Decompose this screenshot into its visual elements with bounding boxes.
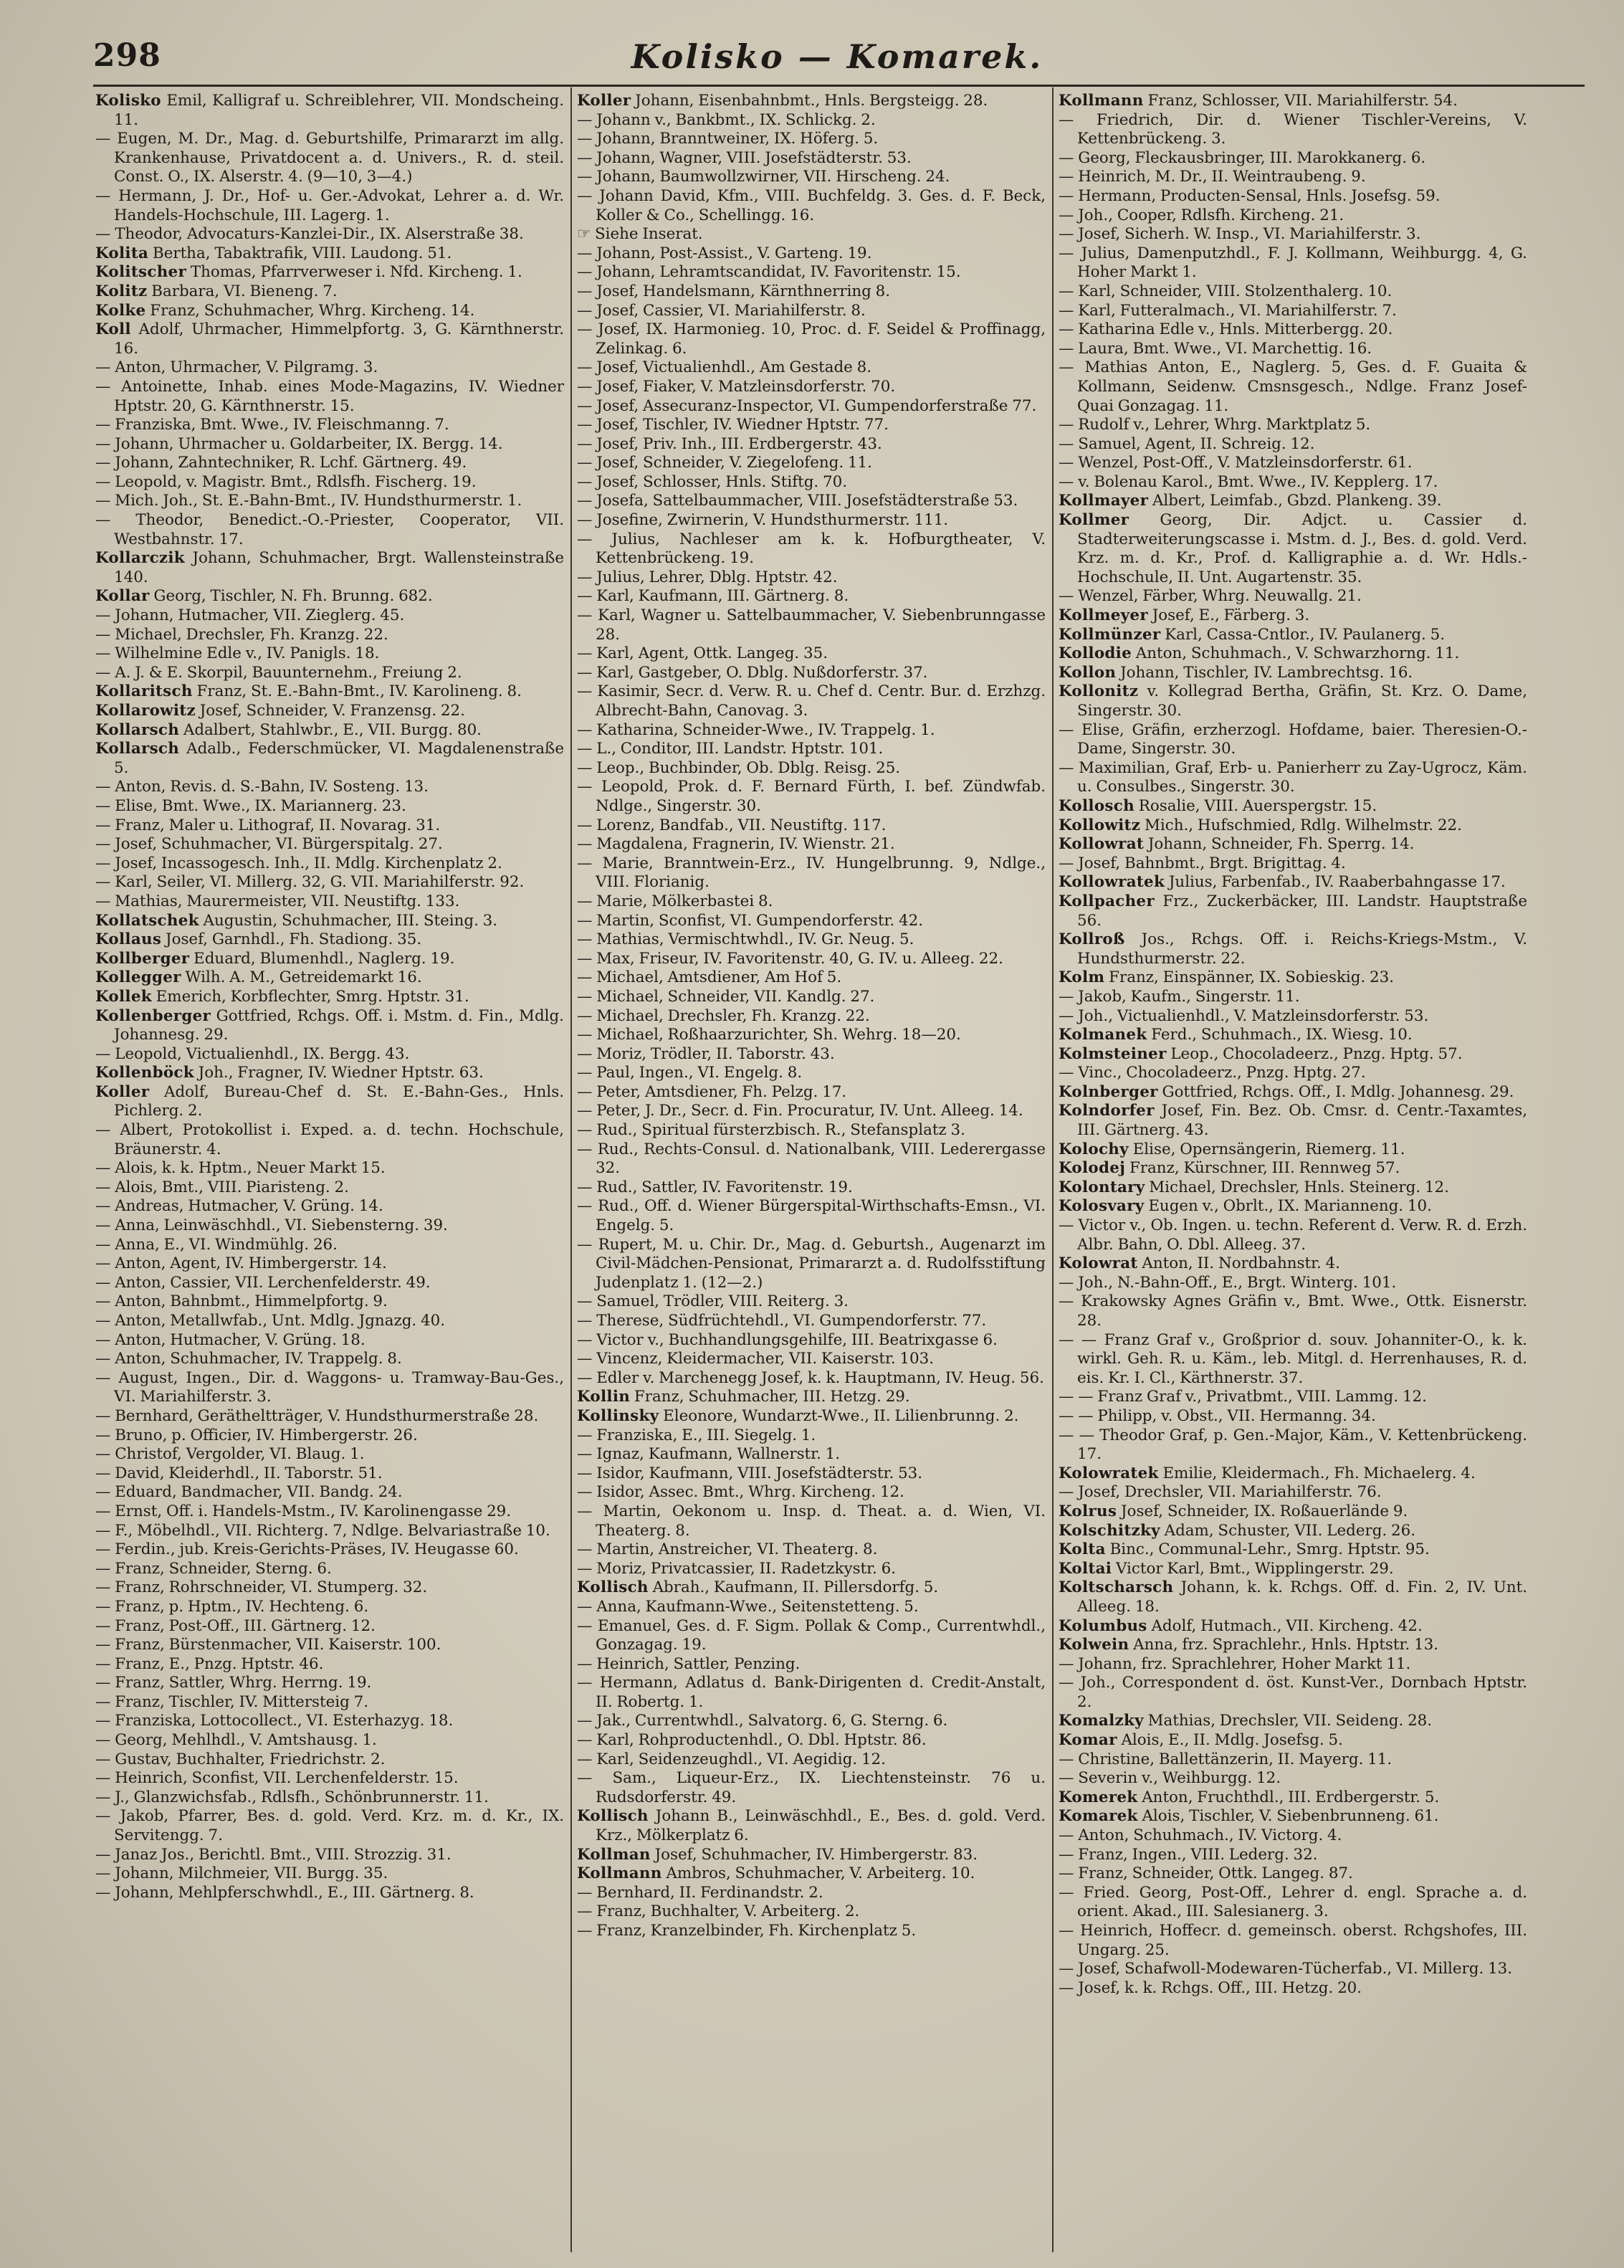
directory-entry: — Johann, Post-Assist., V. Garteng. 19. <box>577 244 872 262</box>
directory-entry: — Mathias, Maurermeister, VII. Neustiftg. 133. <box>95 892 460 910</box>
directory-entry: — Johann, Mehlpferschwhdl., E., III. Gärtnerg. 8. <box>95 1883 474 1902</box>
directory-entry: — Theodor, Advocaturs-Kanzlei-Dir., IX. Alserstraße 38. <box>95 225 524 244</box>
directory-entry: — Heinrich, M. Dr., II. Weintraubeng. 9. <box>1059 168 1366 186</box>
directory-entry: — Johann, Zahntechniker, R. Lchf. Gärtnerg. 49. <box>95 454 467 472</box>
column-divider <box>570 87 572 2252</box>
directory-entry: — Georg, Fleckausbringer, III. Marokkanerg. 6. <box>1059 148 1426 167</box>
directory-entry: — Johann v., Bankbmt., IX. Schlickg. 2. <box>577 110 876 129</box>
directory-entry: Kolita Bertha, Tabaktrafik, VIII. Laudong. 51. <box>95 244 452 262</box>
directory-entry: Kollisch Johann B., Leinwäschhdl., E., Bes. d. gold. Verd. Krz., Mölkerplatz 6. <box>577 1807 1046 1845</box>
directory-entry: — Julius, Nachleser am k. k. Hofburgtheater, V. Kettenbrückeng. 19. <box>577 530 1046 568</box>
directory-entry: — A. J. & E. Skorpil, Bauunternehm., Freiung 2. <box>95 663 462 682</box>
directory-entry: — Franziska, Lottocollect., VI. Esterhazyg. 18. <box>95 1712 454 1730</box>
directory-entry: Kolschitzky Adam, Schuster, VII. Lederg. 26. <box>1059 1521 1416 1540</box>
directory-entry: — Bernhard, Gerätheltträger, V. Hundsthurmerstraße 28. <box>95 1406 539 1425</box>
directory-entry: Kolumbus Adolf, Hutmach., VII. Kircheng. 42. <box>1059 1616 1423 1635</box>
directory-entry: — Johann, Hutmacher, VII. Zieglerg. 45. <box>95 606 405 625</box>
directory-entry: — Janaz Jos., Berichtl. Bmt., VIII. Strozzig. 31. <box>95 1845 452 1864</box>
directory-entry: — Krakowsky Agnes Gräfin v., Bmt. Wwe., Ottk. Eisnerstr. 28. <box>1059 1292 1527 1330</box>
directory-entry: Kolosvary Eugen v., Obrlt., IX. Marianneng. 10. <box>1059 1197 1432 1216</box>
directory-entry: — Franz, p. Hptm., IV. Hechteng. 6. <box>95 1597 369 1616</box>
directory-entry: — — Philipp, v. Obst., VII. Hermanng. 34. <box>1059 1406 1376 1425</box>
directory-entry: — Emanuel, Ges. d. F. Sigm. Pollak & Comp., Currentwhdl., Gonzagag. 19. <box>577 1616 1046 1654</box>
directory-entry: — Franz, Schneider, Ottk. Langeg. 87. <box>1059 1864 1353 1883</box>
directory-entry: — Josef, Fiaker, V. Matzleinsdorferstr. 70. <box>577 377 896 396</box>
directory-entry: — Josef, Bahnbmt., Brgt. Brigittag. 4. <box>1059 854 1346 872</box>
directory-entry: Kollisch Abrah., Kaufmann, II. Pillersdorfg. 5. <box>577 1578 939 1597</box>
directory-entry: — Karl, Rohproductenhdl., O. Dbl. Hptstr. 86. <box>577 1731 927 1750</box>
directory-entry: Kollarczik Johann, Schuhmacher, Brgt. Wallensteinstraße 140. <box>95 549 564 586</box>
directory-entry: Kolitscher Thomas, Pfarrverweser i. Nfd. Kircheng. 1. <box>95 263 522 282</box>
directory-entry: — Karl, Agent, Ottk. Langeg. 35. <box>577 644 828 663</box>
directory-entry: Kollarsch Adalbert, Stahlwbr., E., VII. Burgg. 80. <box>95 720 482 739</box>
directory-entry: — Ernst, Off. i. Handels-Mstm., IV. Karolinengasse 29. <box>95 1502 512 1520</box>
directory-entry: Kollowrat Johann, Schneider, Fh. Sperrg. 14. <box>1059 835 1415 854</box>
directory-entry: — Josef, Schneider, V. Ziegelofeng. 11. <box>577 454 872 472</box>
directory-entry: Kollmer Georg, Dir. Adjct. u. Cassier d. Stadterweiterungscasse i. Mstm. d. J., Bes. d. gold. Verd. Krz. m. d. Kr., Prof. d. Kalligraphie a. d. Wr. Hdls.-Hochschule, II. Unt. Augartenstr. 35. <box>1059 511 1527 586</box>
directory-entry: — Leopold, Victualienhdl., IX. Bergg. 43. <box>95 1044 410 1063</box>
directory-entry: — Johann, Branntweiner, IX. Höferg. 5. <box>577 130 879 148</box>
directory-entry: Kollenberger Gottfried, Rchgs. Off. i. Mstm. d. Fin., Mdlg. Johannesg. 29. <box>95 1006 564 1044</box>
directory-entry: — Karl, Seidenzeughdl., VI. Aegidig. 12. <box>577 1750 886 1768</box>
directory-entry: Kollinsky Eleonore, Wundarzt-Wwe., II. Lilienbrunng. 2. <box>577 1406 1019 1425</box>
directory-entry: Kolm Franz, Einspänner, IX. Sobieskig. 23. <box>1059 968 1395 987</box>
directory-entry: — Josefa, Sattelbaummacher, VIII. Josefstädterstraße 53. <box>577 492 1018 510</box>
directory-entry: — Moriz, Trödler, II. Taborstr. 43. <box>577 1044 835 1063</box>
directory-entry: — Martin, Oekonom u. Insp. d. Theat. a. d. Wien, VI. Theaterg. 8. <box>577 1502 1046 1540</box>
directory-entry: — Anton, Revis. d. S.-Bahn, IV. Sosteng. 13. <box>95 778 429 796</box>
directory-entry: — — Franz Graf v., Privatbmt., VIII. Lammg. 12. <box>1059 1388 1427 1406</box>
directory-entry: — Johann David, Kfm., VIII. Buchfeldg. 3. Ges. d. F. Beck, Koller & Co., Schellingg. 16. <box>577 186 1046 224</box>
directory-entry: — Moriz, Privatcassier, II. Radetzkystr. 6. <box>577 1559 897 1578</box>
page-number: 298 <box>93 37 161 74</box>
directory-entry: — Christof, Vergolder, VI. Blaug. 1. <box>95 1445 365 1464</box>
directory-entry: Koltai Victor Karl, Bmt., Wipplingerstr. 29. <box>1059 1559 1394 1578</box>
directory-entry: — Joh., Victualienhdl., V. Matzleinsdorferstr. 53. <box>1059 1006 1429 1025</box>
directory-entry: — Elise, Gräfin, erzherzogl. Hofdame, baier. Theresien-O.-Dame, Singerstr. 30. <box>1059 720 1527 758</box>
directory-entry: — Wilhelmine Edle v., IV. Panigls. 18. <box>95 644 380 663</box>
directory-entry: — Heinrich, Sattler, Penzing. <box>577 1654 801 1673</box>
column-divider <box>1052 87 1054 2252</box>
directory-entry: Kollosch Rosalie, VIII. Auerspergstr. 15. <box>1059 796 1377 815</box>
directory-entry: Koller Adolf, Bureau-Chef d. St. E.-Bahn-Ges., Hnls. Pichlerg. 2. <box>95 1082 564 1120</box>
directory-entry: — Franz, Tischler, IV. Mittersteig 7. <box>95 1692 369 1711</box>
directory-entry: — Josef, IX. Harmonieg. 10, Proc. d. F. Seidel & Proffinagg, Zelinkag. 6. <box>577 320 1046 358</box>
directory-entry: — Johann, Milchmeier, VII. Burgg. 35. <box>95 1864 388 1883</box>
directory-entry: — Josef, Schafwoll-Modewaren-Tücherfab., VI. Millerg. 13. <box>1059 1960 1513 1978</box>
directory-entry: — Karl, Gastgeber, O. Dblg. Nußdorferstr. 37. <box>577 663 928 682</box>
directory-entry: Koltscharsch Johann, k. k. Rchgs. Off. d. Fin. 2, IV. Unt. Alleeg. 18. <box>1059 1578 1527 1616</box>
directory-entry: — Josef, Victualienhdl., Am Gestade 8. <box>577 358 872 377</box>
directory-entry: Kollroß Jos., Rchgs. Off. i. Reichs-Kriegs-Mstm., V. Hundsthurmerstr. 22. <box>1059 930 1527 968</box>
directory-entry: — Heinrich, Sconfist, VII. Lerchenfelderstr. 15. <box>95 1769 459 1788</box>
directory-entry: — Michael, Roßhaarzurichter, Sh. Wehrg. 18—20. <box>577 1026 961 1044</box>
directory-entry: — Anna, Kaufmann-Wwe., Seitenstetteng. 5. <box>577 1597 919 1616</box>
directory-entry: — Rud., Rechts-Consul. d. Nationalbank, VIII. Lederergasse 32. <box>577 1140 1046 1178</box>
directory-entry: — Franz, Maler u. Lithograf, II. Novarag. 31. <box>95 816 441 834</box>
directory-entry: — Alois, Bmt., VIII. Piaristeng. 2. <box>95 1178 349 1196</box>
directory-entry: — Rupert, M. u. Chir. Dr., Mag. d. Geburtsh., Augenarzt im Civil-Mädchen-Pensionat, Primararzt a. d. Rudolfsstiftung Judenplatz 1. (12—2.) <box>577 1235 1046 1292</box>
directory-entry: Kollowitz Mich., Hufschmied, Rdlg. Wilhelmstr. 22. <box>1059 816 1462 834</box>
directory-entry: — Wenzel, Färber, Whrg. Neuwallg. 21. <box>1059 587 1362 606</box>
directory-column-1 <box>95 92 564 2249</box>
directory-entry: — Mathias, Vermischtwhdl., IV. Gr. Neug. 5. <box>577 930 914 949</box>
directory-entry: — Joh., Cooper, Rdlsfh. Kircheng. 21. <box>1059 206 1344 224</box>
directory-column-3 <box>1059 92 1527 2249</box>
directory-entry: Kolochy Elise, Opernsängerin, Riemerg. 11. <box>1059 1140 1405 1158</box>
directory-entry: Kollowratek Julius, Farbenfab., IV. Raaberbahngasse 17. <box>1059 873 1506 892</box>
directory-entry: — Georg, Mehlhdl., V. Amtshausg. 1. <box>95 1731 377 1750</box>
directory-entry: — Joh., Correspondent d. öst. Kunst-Ver., Dornbach Hptstr. 2. <box>1059 1674 1527 1711</box>
directory-entry: — Max, Friseur, IV. Favoritenstr. 40, G. IV. u. Alleeg. 22. <box>577 949 1003 968</box>
directory-entry: — Anna, E., VI. Windmühlg. 26. <box>95 1235 338 1254</box>
directory-entry: — Vincenz, Kleidermacher, VII. Kaiserstr. 103. <box>577 1350 935 1368</box>
directory-entry: Kollonitz v. Kollegrad Bertha, Gräfin, St. Krz. O. Dame, Singerstr. 30. <box>1059 682 1527 720</box>
directory-entry: — Ignaz, Kaufmann, Wallnerstr. 1. <box>577 1445 841 1464</box>
directory-entry: Kolke Franz, Schuhmacher, Whrg. Kircheng. 14. <box>95 301 475 320</box>
directory-entry: Kolodej Franz, Kürschner, III. Rennweg 57. <box>1059 1159 1400 1178</box>
directory-entry: Kollmeyer Josef, E., Färberg. 3. <box>1059 606 1310 625</box>
directory-entry: — Antoinette, Inhab. eines Mode-Magazins, IV. Wiedner Hptstr. 20, G. Kärnthnerstr. 15. <box>95 377 564 415</box>
directory-entry: — Alois, k. k. Hptm., Neuer Markt 15. <box>95 1159 386 1178</box>
directory-entry: — Victor v., Buchhandlungsgehilfe, III. Beatrixgasse 6. <box>577 1330 998 1349</box>
directory-entry: — Anton, Hutmacher, V. Grüng. 18. <box>95 1330 366 1349</box>
directory-entry: — Magdalena, Fragnerin, IV. Wienstr. 21. <box>577 835 895 854</box>
directory-entry: Kollman Josef, Schuhmacher, IV. Himbergerstr. 83. <box>577 1845 978 1864</box>
directory-entry: — Julius, Lehrer, Dblg. Hptstr. 42. <box>577 568 838 586</box>
directory-entry: — Paul, Ingen., VI. Engelg. 8. <box>577 1064 803 1082</box>
directory-entry: Kollar Georg, Tischler, N. Fh. Brunng. 682. <box>95 587 433 606</box>
directory-entry: Kollon Johann, Tischler, IV. Lambrechtsg. 16. <box>1059 663 1413 682</box>
directory-entry: — Franz, Sattler, Whrg. Herrng. 19. <box>95 1674 372 1692</box>
directory-entry: — Josefine, Zwirnerin, V. Hundsthurmerstr. 111. <box>577 511 949 530</box>
directory-entry: — F., Möbelhdl., VII. Richterg. 7, Ndlge. Belvariastraße 10. <box>95 1521 550 1540</box>
directory-entry: — Anton, Schuhmach., IV. Victorg. 4. <box>1059 1826 1342 1845</box>
directory-entry: — Gustav, Buchhalter, Friedrichstr. 2. <box>95 1750 386 1768</box>
directory-entry: — Rud., Spiritual fürsterzbisch. R., Stefansplatz 3. <box>577 1121 965 1140</box>
directory-entry: Kollarowitz Josef, Schneider, V. Franzensg. 22. <box>95 702 465 720</box>
directory-entry: — Edler v. Marchenegg Josef, k. k. Hauptmann, IV. Heug. 56. <box>577 1368 1044 1387</box>
header-rule <box>93 85 1585 87</box>
directory-entry: — Josef, Cassier, VI. Mariahilferstr. 8. <box>577 301 866 320</box>
directory-entry: — J., Glanzwichsfab., Rdlsfh., Schönbrunnerstr. 11. <box>95 1788 489 1806</box>
page-title: Kolisko — Komarek. <box>631 37 1043 76</box>
directory-entry: — v. Bolenau Karol., Bmt. Wwe., IV. Kepplerg. 17. <box>1059 472 1438 491</box>
directory-entry: — Franz, Ingen., VIII. Lederg. 32. <box>1059 1845 1318 1864</box>
directory-entry: — Peter, Amtsdiener, Fh. Pelzg. 17. <box>577 1082 847 1101</box>
directory-entry: — Andreas, Hutmacher, V. Grüng. 14. <box>95 1197 383 1216</box>
directory-entry: — Victor v., Ob. Ingen. u. techn. Referent d. Verw. R. d. Erzh. Albr. Bahn, O. Dbl. Alleeg. 37. <box>1059 1216 1527 1254</box>
directory-entry: — Maximilian, Graf, Erb- u. Panierherr zu Zay-Ugrocz, Käm. u. Consulbes., Singerstr. 30. <box>1059 758 1527 796</box>
directory-entry: — Josef, Priv. Inh., III. Erdbergerstr. 43. <box>577 434 882 453</box>
directory-entry: — Franz, Bürstenmacher, VII. Kaiserstr. 100. <box>95 1636 441 1654</box>
directory-entry: — L., Conditor, III. Landstr. Hptstr. 101. <box>577 740 884 758</box>
directory-entry: Kolwein Anna, frz. Sprachlehr., Hnls. Hptstr. 13. <box>1059 1636 1438 1654</box>
directory-entry: — Franziska, E., III. Siegelg. 1. <box>577 1426 816 1444</box>
directory-entry: — Vinc., Chocoladeerz., Pnzg. Hptg. 27. <box>1059 1064 1366 1082</box>
directory-entry: — Josef, Sicherh. W. Insp., VI. Mariahilferstr. 3. <box>1059 225 1421 244</box>
directory-entry: — Samuel, Trödler, VIII. Reiterg. 3. <box>577 1292 849 1311</box>
directory-entry: — Isidor, Kaufmann, VIII. Josefstädterstr. 53. <box>577 1464 923 1482</box>
directory-entry: Kolontary Michael, Drechsler, Hnls. Steinerg. 12. <box>1059 1178 1449 1196</box>
directory-entry: — Jakob, Pfarrer, Bes. d. gold. Verd. Krz. m. d. Kr., IX. Servitengg. 7. <box>95 1807 564 1845</box>
directory-entry: — Franz, Schneider, Sterng. 6. <box>95 1559 332 1578</box>
directory-entry: — — Franz Graf v., Großprior d. souv. Johanniter-O., k. k. wirkl. Geh. R. u. Käm., leb. Mitgl. d. Herrenhauses, R. d. eis. Kr. I. Cl., Kärthnerstr. 37. <box>1059 1330 1527 1387</box>
directory-entry: — Eduard, Bandmacher, VII. Bandg. 24. <box>95 1483 403 1502</box>
directory-entry: Kolnberger Gottfried, Rchgs. Off., I. Mdlg. Johannesg. 29. <box>1059 1082 1514 1101</box>
directory-entry: — Ferdin., jub. Kreis-Gerichts-Präses, IV. Heugasse 60. <box>95 1540 519 1559</box>
directory-entry: Komar Alois, E., II. Mdlg. Josefsg. 5. <box>1059 1731 1343 1750</box>
directory-entry: — Josef, Handelsmann, Kärnthnerring 8. <box>577 282 891 300</box>
directory-entry: — Lorenz, Bandfab., VII. Neustiftg. 117. <box>577 816 887 834</box>
directory-entry: — Hermann, J. Dr., Hof- u. Ger.-Advokat, Lehrer a. d. Wr. Handels-Hochschule, III. Lagerg. 1. <box>95 186 564 224</box>
directory-entry: — Bernhard, II. Ferdinandstr. 2. <box>577 1883 823 1902</box>
directory-entry: Kollin Franz, Schuhmacher, III. Hetzg. 29. <box>577 1388 910 1406</box>
directory-entry: — Michael, Drechsler, Fh. Kranzg. 22. <box>577 1006 870 1025</box>
directory-entry: — Franziska, Bmt. Wwe., IV. Fleischmanng. 7. <box>95 416 449 434</box>
directory-entry: Kolisko Emil, Kalligraf u. Schreiblehrer, VII. Mondscheing. 11. <box>95 92 564 129</box>
directory-entry: — Michael, Drechsler, Fh. Kranzg. 22. <box>95 625 388 644</box>
directory-entry: — Anton, Metallwfab., Unt. Mdlg. Jgnazg. 40. <box>95 1312 446 1330</box>
directory-entry: — Johann, Uhrmacher u. Goldarbeiter, IX. Bergg. 14. <box>95 434 503 453</box>
directory-entry: — Peter, J. Dr., Secr. d. Fin. Procuratur, IV. Unt. Alleeg. 14. <box>577 1102 1023 1120</box>
directory-entry: — Josef, k. k. Rchgs. Off., III. Hetzg. 20. <box>1059 1978 1362 1997</box>
directory-entry: — Mathias Anton, E., Naglerg. 5, Ges. d. F. Guaita & Kollmann, Seidenw. Cmsnsgesch., Ndlge. Franz Josef-Quai Gonzagag. 11. <box>1059 358 1527 415</box>
page-header <box>93 37 1581 77</box>
directory-entry: — Therese, Südfrüchtehdl., VI. Gumpendorferstr. 77. <box>577 1312 987 1330</box>
directory-entry: — Anton, Uhrmacher, V. Pilgramg. 3. <box>95 358 378 377</box>
directory-entry: Kollmünzer Karl, Cassa-Cntlor., IV. Paulanerg. 5. <box>1059 625 1446 644</box>
directory-entry: — Karl, Futteralmach., VI. Mariahilferstr. 7. <box>1059 301 1397 320</box>
directory-entry: — Karl, Wagner u. Sattelbaummacher, V. Siebenbrunngasse 28. <box>577 606 1046 644</box>
directory-entry: Kolmanek Ferd., Schuhmach., IX. Wiesg. 10. <box>1059 1026 1413 1044</box>
directory-column-2 <box>577 92 1046 2249</box>
directory-entry: Komerek Anton, Fruchthdl., III. Erdbergerstr. 5. <box>1059 1788 1440 1806</box>
directory-entry: — Fried. Georg, Post-Off., Lehrer d. engl. Sprache a. d. orient. Akad., III. Salesianerg. 3. <box>1059 1883 1527 1921</box>
directory-entry: — Samuel, Agent, II. Schreig. 12. <box>1059 434 1315 453</box>
directory-entry: — Kasimir, Secr. d. Verw. R. u. Chef d. Centr. Bur. d. Erzhzg. Albrecht-Bahn, Canovag. 3. <box>577 682 1046 720</box>
directory-entry: — Josef, Incassogesch. Inh., II. Mdlg. Kirchenplatz 2. <box>95 854 502 872</box>
directory-entry: — Anton, Bahnbmt., Himmelpfortg. 9. <box>95 1292 388 1311</box>
directory-entry: — Leop., Buchbinder, Ob. Dblg. Reisg. 25. <box>577 758 901 777</box>
directory-entry: — Johann, Lehramtscandidat, IV. Favoritenstr. 15. <box>577 263 961 282</box>
directory-entry: Kolrus Josef, Schneider, IX. Roßauerlände 9. <box>1059 1502 1408 1520</box>
directory-entry: — Franz, E., Pnzg. Hptstr. 46. <box>95 1654 324 1673</box>
directory-entry: — Anton, Cassier, VII. Lerchenfelderstr. 49. <box>95 1273 431 1292</box>
directory-entry: Koll Adolf, Uhrmacher, Himmelpfortg. 3, G. Kärnthnerstr. 16. <box>95 320 564 358</box>
directory-entry: — Hermann, Producten-Sensal, Hnls. Josefsg. 59. <box>1059 186 1441 205</box>
directory-entry: Kollpacher Frz., Zuckerbäcker, III. Landstr. Hauptstraße 56. <box>1059 892 1527 930</box>
directory-entry: — Karl, Schneider, VIII. Stolzenthalerg. 10. <box>1059 282 1393 300</box>
directory-entry: — Laura, Bmt. Wwe., VI. Marchettig. 16. <box>1059 339 1372 358</box>
directory-entry: — Martin, Sconfist, VI. Gumpendorferstr. 42. <box>577 911 924 930</box>
directory-entry: — Johann, Wagner, VIII. Josefstädterstr. 53. <box>577 148 912 167</box>
directory-entry: — Rudolf v., Lehrer, Whrg. Marktplatz 5. <box>1059 416 1371 434</box>
directory-entry: — — Theodor Graf, p. Gen.-Major, Käm., V. Kettenbrückeng. 17. <box>1059 1426 1527 1464</box>
directory-entry: — Elise, Bmt. Wwe., IX. Mariannerg. 23. <box>95 796 406 815</box>
directory-entry: — Franz, Kranzelbinder, Fh. Kirchenplatz 5. <box>577 1922 917 1940</box>
directory-entry: — Franz, Post-Off., III. Gärtnerg. 12. <box>95 1616 376 1635</box>
directory-entry: Kollek Emerich, Korbflechter, Smrg. Hptstr. 31. <box>95 987 469 1006</box>
directory-entry: — Josef, Tischler, IV. Wiedner Hptstr. 77. <box>577 416 889 434</box>
directory-entry: — Marie, Mölkerbastei 8. <box>577 892 773 910</box>
directory-entry: — Rud., Sattler, IV. Favoritenstr. 19. <box>577 1178 853 1196</box>
directory-entry: — Friedrich, Dir. d. Wiener Tischler-Vereins, V. Kettenbrückeng. 3. <box>1059 110 1527 148</box>
directory-entry: Komalzky Mathias, Drechsler, VII. Seideng. 28. <box>1059 1712 1433 1730</box>
directory-entry: — Leopold, Prok. d. F. Bernard Fürth, I. bef. Zündwfab. Ndlge., Singerstr. 30. <box>577 778 1046 815</box>
directory-entry: — Theodor, Benedict.-O.-Priester, Cooperator, VII. Westbahnstr. 17. <box>95 511 564 548</box>
directory-entry: Kolowrat Anton, II. Nordbahnstr. 4. <box>1059 1254 1340 1273</box>
directory-entry: — Jak., Currentwhdl., Salvatorg. 6, G. Sterng. 6. <box>577 1712 948 1730</box>
directory-entry: — Josef, Drechsler, VII. Mariahilferstr. 76. <box>1059 1483 1382 1502</box>
directory-entry: — Joh., N.-Bahn-Off., E., Brgt. Winterg. 101. <box>1059 1273 1397 1292</box>
directory-entry: Kollodie Anton, Schuhmach., V. Schwarzhorng. 11. <box>1059 644 1460 663</box>
directory-entry: Kollaus Josef, Garnhdl., Fh. Stadiong. 35. <box>95 930 422 949</box>
directory-entry: — Karl, Seiler, VI. Millerg. 32, G. VII. Mariahilferstr. 92. <box>95 873 525 892</box>
directory-entry: — Johann, frz. Sprachlehrer, Hoher Markt 11. <box>1059 1654 1411 1673</box>
directory-entry: — Wenzel, Post-Off., V. Matzleinsdorferstr. 61. <box>1059 454 1413 472</box>
directory-entry: — Jakob, Kaufm., Singerstr. 11. <box>1059 987 1300 1006</box>
directory-entry: — Mich. Joh., St. E.-Bahn-Bmt., IV. Hundsthurmerstr. 1. <box>95 492 522 510</box>
directory-entry: — Bruno, p. Officier, IV. Himbergerstr. 26. <box>95 1426 418 1444</box>
directory-entry: — Heinrich, Hoffecr. d. gemeinsch. oberst. Rchgshofes, III. Ungarg. 25. <box>1059 1922 1527 1959</box>
directory-entry: ☞ Siehe Inserat. <box>577 225 703 244</box>
directory-entry: — Severin v., Weihburgg. 12. <box>1059 1769 1281 1788</box>
directory-entry: — Leopold, v. Magistr. Bmt., Rdlsfh. Fischerg. 19. <box>95 472 477 491</box>
directory-entry: — Julius, Damenputzhdl., F. J. Kollmann, Weihburgg. 4, G. Hoher Markt 1. <box>1059 244 1527 282</box>
directory-entry: — Johann, Baumwollzwirner, VII. Hirscheng. 24. <box>577 168 950 186</box>
directory-entry: Kollmann Franz, Schlosser, VII. Mariahilferstr. 54. <box>1059 92 1458 110</box>
directory-entry: — Franz, Rohrschneider, VI. Stumperg. 32. <box>95 1578 428 1597</box>
directory-entry: Kollarsch Adalb., Federschmücker, VI. Magdalenenstraße 5. <box>95 740 564 777</box>
directory-entry: Kollenböck Joh., Fragner, IV. Wiedner Hptstr. 63. <box>95 1064 484 1082</box>
directory-entry: — Marie, Branntwein-Erz., IV. Hungelbrunng. 9, Ndlge., VIII. Florianig. <box>577 854 1046 892</box>
directory-entry: Kollaritsch Franz, St. E.-Bahn-Bmt., IV. Karolineng. 8. <box>95 682 522 701</box>
directory-entry: Kolitz Barbara, VI. Bieneng. 7. <box>95 282 338 300</box>
directory-entry: Kolndorfer Josef, Fin. Bez. Ob. Cmsr. d. Centr.-Taxamtes, III. Gärtnerg. 43. <box>1059 1102 1527 1140</box>
directory-entry: — Karl, Kaufmann, III. Gärtnerg. 8. <box>577 587 849 606</box>
directory-entry: — Anton, Schuhmacher, IV. Trappelg. 8. <box>95 1350 402 1368</box>
directory-entry: — Katharina, Schneider-Wwe., IV. Trappelg. 1. <box>577 720 935 739</box>
directory-entry: — Martin, Anstreicher, VI. Theaterg. 8. <box>577 1540 878 1559</box>
directory-entry: — Albert, Protokollist i. Exped. a. d. techn. Hochschule, Bräunerstr. 4. <box>95 1121 564 1158</box>
directory-entry: — Christine, Ballettänzerin, II. Mayerg. 11. <box>1059 1750 1393 1768</box>
directory-entry: — August, Ingen., Dir. d. Waggons- u. Tramway-Bau-Ges., VI. Mariahilferstr. 3. <box>95 1368 564 1406</box>
directory-entry: — Michael, Schneider, VII. Kandlg. 27. <box>577 987 875 1006</box>
directory-entry: — Isidor, Assec. Bmt., Whrg. Kircheng. 12. <box>577 1483 904 1502</box>
directory-entry: Kollatschek Augustin, Schuhmacher, III. Steing. 3. <box>95 911 498 930</box>
directory-entry: Kollegger Wilh. A. M., Getreidemarkt 16. <box>95 968 422 987</box>
directory-entry: — David, Kleiderhdl., II. Taborstr. 51. <box>95 1464 383 1482</box>
directory-entry: — Anna, Leinwäschhdl., VI. Siebensterng. 39. <box>95 1216 448 1235</box>
directory-entry: — Katharina Edle v., Hnls. Mitterbergg. 20. <box>1059 320 1393 339</box>
directory-entry: Kollmann Ambros, Schuhmacher, V. Arbeiterg. 10. <box>577 1864 975 1883</box>
directory-entry: Kolta Binc., Communal-Lehr., Smrg. Hptstr. 95. <box>1059 1540 1430 1559</box>
directory-entry: — Michael, Amtsdiener, Am Hof 5. <box>577 968 842 987</box>
directory-entry: — Josef, Schlosser, Hnls. Stiftg. 70. <box>577 472 848 491</box>
directory-entry: Kollmayer Albert, Leimfab., Gbzd. Plankeng. 39. <box>1059 492 1442 510</box>
directory-entry: — Josef, Assecuranz-Inspector, VI. Gumpendorferstraße 77. <box>577 396 1037 415</box>
directory-entry: — Franz, Buchhalter, V. Arbeiterg. 2. <box>577 1902 860 1921</box>
directory-entry: — Sam., Liqueur-Erz., IX. Liechtensteinstr. 76 u. Rudsdorferstr. 49. <box>577 1769 1046 1806</box>
directory-entry: Koller Johann, Eisenbahnbmt., Hnls. Bergsteigg. 28. <box>577 92 988 110</box>
directory-entry: Kollberger Eduard, Blumenhdl., Naglerg. 19. <box>95 949 455 968</box>
directory-entry: Kolowratek Emilie, Kleidermach., Fh. Michaelerg. 4. <box>1059 1464 1476 1482</box>
directory-entry: — Rud., Off. d. Wiener Bürgerspital-Wirthschafts-Emsn., VI. Engelg. 5. <box>577 1197 1046 1235</box>
directory-entry: Kolmsteiner Leop., Chocoladeerz., Pnzg. Hptg. 57. <box>1059 1044 1463 1063</box>
directory-entry: — Hermann, Adlatus d. Bank-Dirigenten d. Credit-Anstalt, II. Robertg. 1. <box>577 1674 1046 1711</box>
directory-entry: Komarek Alois, Tischler, V. Siebenbrunneng. 61. <box>1059 1807 1439 1826</box>
directory-entry: — Eugen, M. Dr., Mag. d. Geburtshilfe, Primararzt im allg. Krankenhause, Privatdocent a. d. Univers., R. d. steil. Const. O., IX. Alserstr. 4. (9—10, 3—4.) <box>95 130 564 186</box>
directory-entry: — Josef, Schuhmacher, VI. Bürgerspitalg. 27. <box>95 835 443 854</box>
directory-entry: — Anton, Agent, IV. Himbergerstr. 14. <box>95 1254 387 1273</box>
